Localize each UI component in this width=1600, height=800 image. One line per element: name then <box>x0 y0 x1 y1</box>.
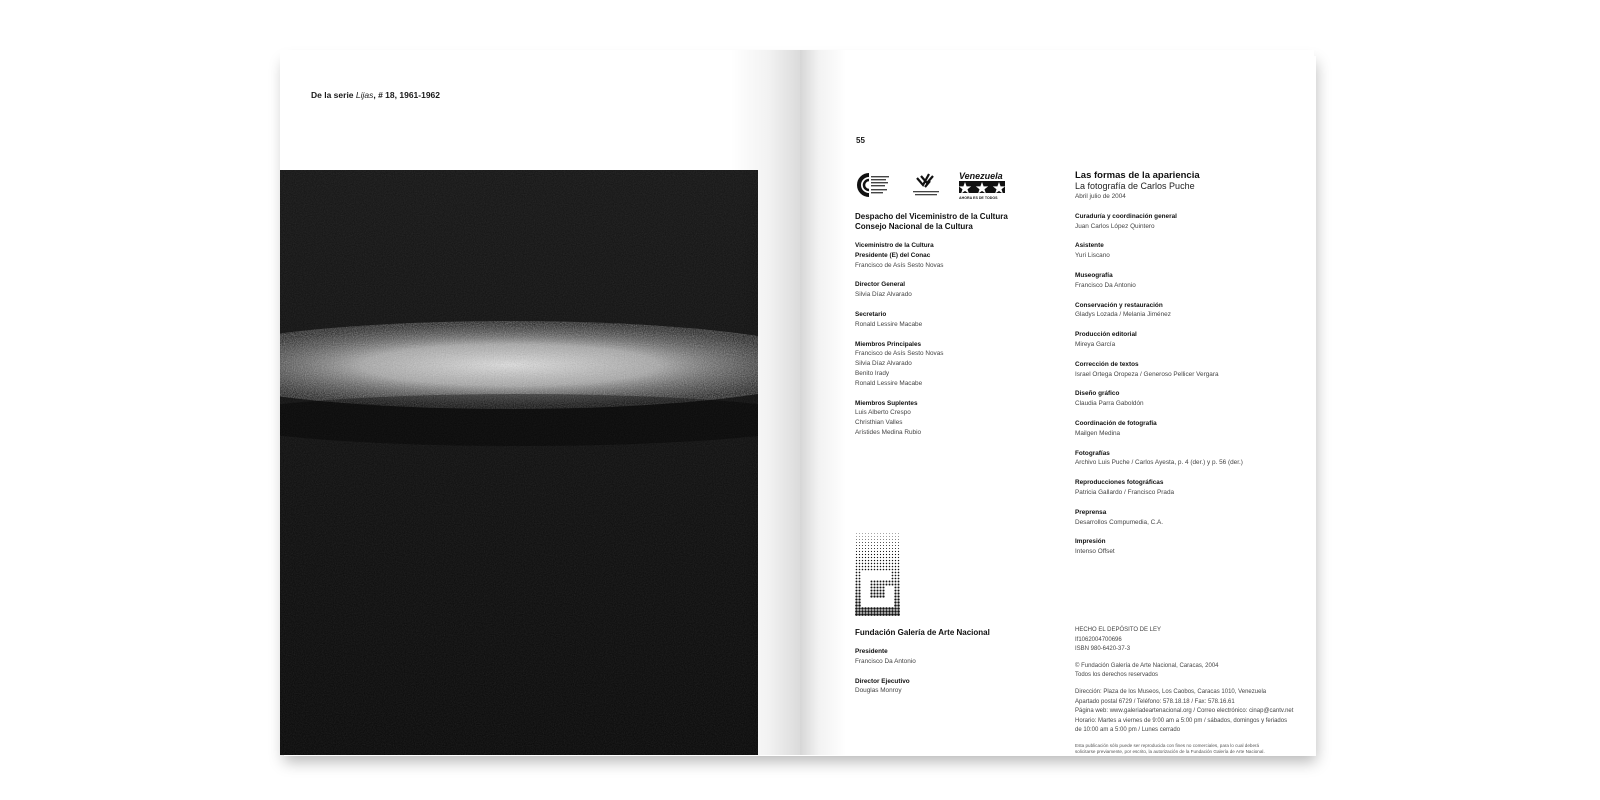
fundacion-section: Director Ejecutivo Douglas Monroy <box>855 677 910 695</box>
venezuela-wordmark: Venezuela <box>959 171 1003 181</box>
credit-item: Producción editorial Mireya García <box>1075 331 1137 348</box>
credit-item: Asistente Yuri Liscano <box>1075 242 1110 260</box>
sponsor-logos <box>855 170 1015 206</box>
ministry-logo-icon <box>859 175 889 195</box>
fundacion-block <box>855 628 1045 706</box>
consejo-section: Viceministro de la Cultura Presidente (E) del Conac Francisco de Asís Sesto Novas <box>855 242 944 269</box>
consejo-section: Secretario Ronald Lessire Macabe <box>855 310 923 328</box>
consejo-section: Miembros Principales Francisco de Asís Sesto Novas Silvia Díaz Alvarado Benito Irady Ronald Lessire Macabe <box>855 340 944 387</box>
photo-caption: De la serie Lijas, # 18, 1961-1962 <box>311 90 441 100</box>
credit-item: Fotografías Archivo Luis Puche / Carlos Ayesta, p. 4 (der.) y p. 56 (der.) <box>1075 449 1243 467</box>
exhibition-subtitle: La fotografía de Carlos Puche <box>1075 181 1195 191</box>
consejo-title: Despacho del Viceministro de la Cultura Consejo Nacional de la Cultura <box>855 212 1008 231</box>
fundacion-title: Fundación Galería de Arte Nacional <box>855 628 990 637</box>
credits-column <box>1075 170 1314 567</box>
credit-item: Conservación y restauración Gladys Lozada / Melania Jiménez <box>1075 301 1171 319</box>
credit-item: Museografía Francisco Da Antonio <box>1075 271 1136 289</box>
credit-item: Diseño gráfico Claudia Parra Gaboldón <box>1075 390 1144 408</box>
copyright: © Fundación Galería de Arte Nacional, Caracas, 2004 Todos los derechos reservados <box>1075 662 1219 679</box>
credit-item: Corrección de textos Israel Ortega Oropeza / Generoso Pellicer Vergara <box>1075 360 1219 378</box>
contact-info: Dirección: Plaza de los Museos, Los Caobos, Caracas 1010, Venezuela Apartado postal 6729 / Teléfono: 578.18.18 / Fax: 578.16.61 Página web: www.galeriadeartenacional.org / Correo electrónico: cinap@cantv.net Horario: Martes a viernes de 9:00 am a 5:00 pm / sábados, domingos y feriados de 10:00 am a 5:00 pm / Lunes cerrado <box>1075 688 1294 734</box>
deposito-legal: HECHO EL DEPÓSITO DE LEY If1062004700696 ISBN 980-6420-37-3 <box>1075 627 1162 653</box>
right-page <box>800 50 1314 755</box>
consejo-column <box>855 212 1045 448</box>
credit-item: Curaduría y coordinación general Juan Carlos López Quintero <box>1075 212 1177 230</box>
credit-item: Reproducciones fotográficas Patricia Gallardo / Francisco Prada <box>1075 479 1175 496</box>
photograph <box>280 170 758 755</box>
conac-logo-icon <box>913 174 939 195</box>
consejo-section: Director General Silvia Díaz Alvarado <box>855 281 912 299</box>
exhibition-dates: Abril julio de 2004 <box>1075 193 1126 200</box>
credits-list <box>1075 212 1314 557</box>
credit-item: Impresión Intenso Offset <box>1075 538 1115 556</box>
venezuela-logo-icon <box>959 171 1005 200</box>
credit-item: Preprensa Desarrollos Compumedia, C.A. <box>1075 508 1164 526</box>
fundacion-section: Presidente Francisco Da Antonio <box>855 648 916 665</box>
fundacion-logo-icon <box>855 532 901 618</box>
left-page <box>280 50 800 755</box>
exhibition-title: Las formas de la apariencia <box>1075 170 1200 181</box>
credit-item: Coordinación de fotografía Mailgen Medina <box>1075 419 1157 437</box>
venezuela-tagline: AHORA ES DE TODOS <box>959 196 998 200</box>
consejo-section: Miembros Suplentes Luis Alberto Crespo Christhian Valles Arístides Medina Rubio <box>855 399 922 436</box>
page-number: 55 <box>856 136 865 145</box>
reproduction-notice: Esta publicación sólo puede ser reproducida con fines no comerciales, para lo cual deberá solicitarse previamente, por escrito, la autorización de la Fundación Galería de Arte Nacional. <box>1075 742 1265 755</box>
caption-series: Lijas <box>355 90 374 100</box>
gutter-shadow-right <box>800 50 846 755</box>
legal-block <box>1075 626 1311 755</box>
